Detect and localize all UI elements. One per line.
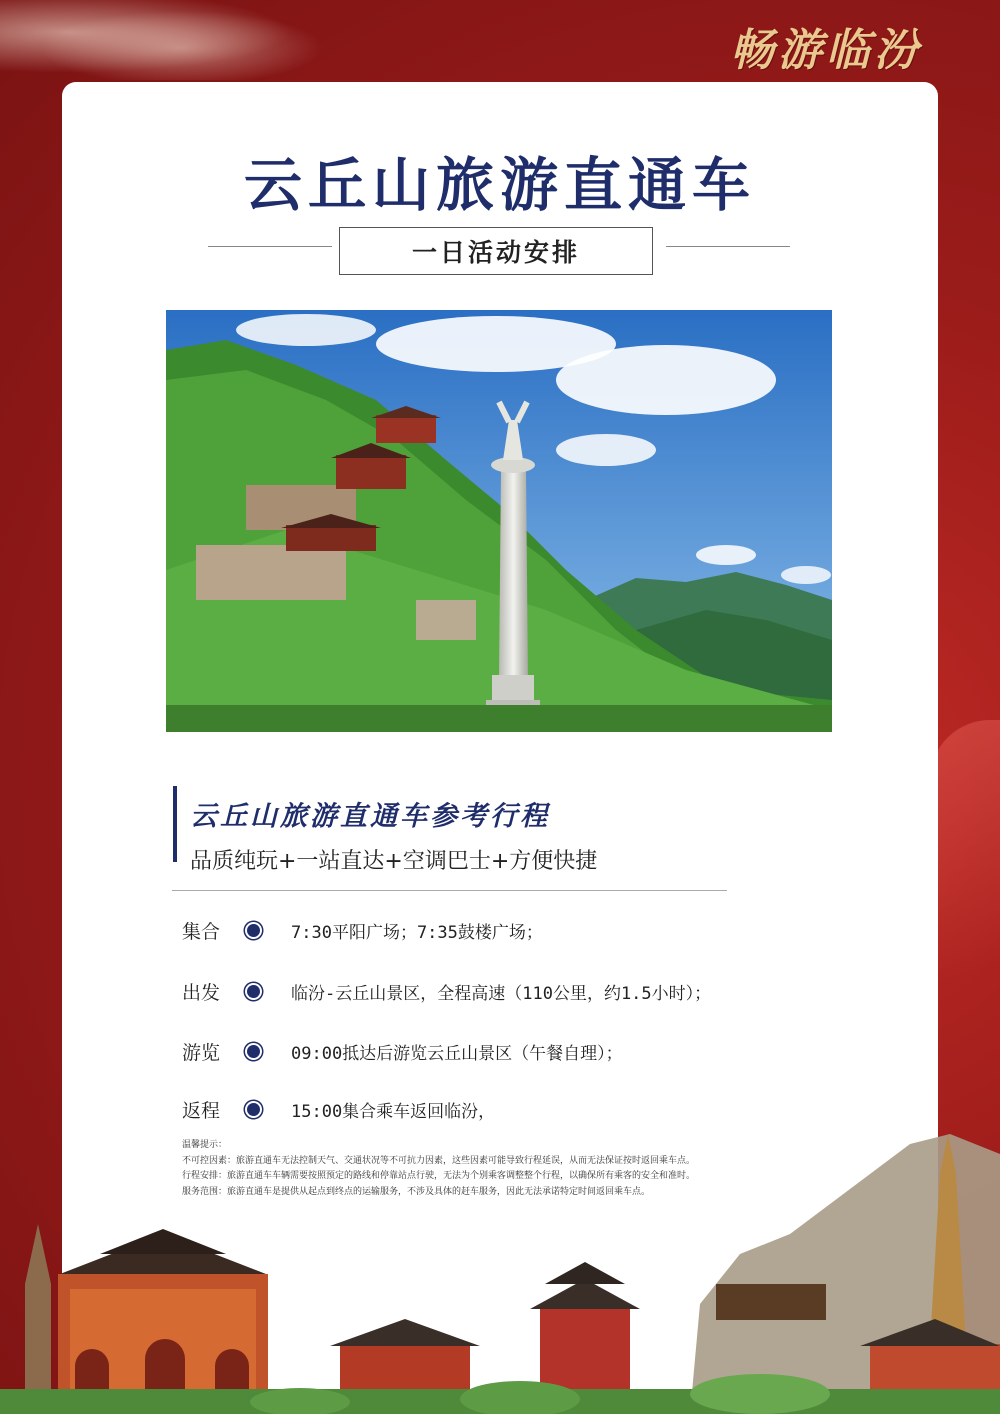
cloud-decoration [0, 0, 330, 80]
subtitle-box: 一日活动安排 [339, 227, 653, 275]
divider-left [208, 246, 332, 247]
brand-calligraphy: 畅游临汾 [730, 25, 922, 76]
itinerary-row-tour [182, 1036, 623, 1066]
poster-title: 云丘山旅游直通车 [243, 151, 756, 219]
itinerary-row-gather [182, 915, 543, 945]
notice-heading: 温馨提示： [182, 1140, 228, 1150]
bullet-dot-icon [247, 985, 260, 998]
row-label: 出发 [182, 981, 221, 1004]
itinerary-tagline: 品质纯玩+一站直达+空调巴士+方便快捷 [190, 849, 598, 874]
row-label: 返程 [182, 1099, 221, 1122]
row-value: 09:00抵达后游览云丘山景区（午餐自理）； [291, 1043, 623, 1064]
row-label: 集合 [182, 920, 221, 943]
section-accent-bar [173, 786, 177, 862]
row-value: 15:00集合乘车返回临汾， [291, 1101, 496, 1122]
row-value: 临汾-云丘山景区，全程高速（110公里，约1.5小时）； [291, 983, 712, 1004]
notice-item: 服务范围：旅游直通车是提供从起点到终点的运输服务，不涉及具体的赶车服务，因此无法承诺特定时间返回乘车点。 [182, 1186, 651, 1197]
bullet-dot-icon [247, 1045, 260, 1058]
scenic-photo [166, 310, 832, 732]
row-value: 7:30平阳广场；7:35鼓楼广场； [291, 922, 543, 943]
row-label: 游览 [182, 1041, 221, 1064]
landmark-skyline-illustration [0, 1114, 1000, 1414]
section-divider [172, 890, 727, 891]
red-swoosh-decoration [930, 720, 1000, 1140]
notice-item: 不可控因素：旅游直通车无法控制天气、交通状况等不可抗力因素，这些因素可能导致行程延误，从而无法保证按时返回乘车点。 [182, 1155, 696, 1166]
notice-item: 行程安排：旅游直通车车辆需要按照预定的路线和停靠站点行驶，无法为个别乘客调整整个行程，以确保所有乘客的安全和准时。 [182, 1171, 696, 1182]
itinerary-row-depart [182, 976, 711, 1006]
divider-right [666, 246, 790, 247]
bullet-dot-icon [247, 924, 260, 937]
itinerary-title: 云丘山旅游直通车参考行程 [190, 801, 550, 832]
